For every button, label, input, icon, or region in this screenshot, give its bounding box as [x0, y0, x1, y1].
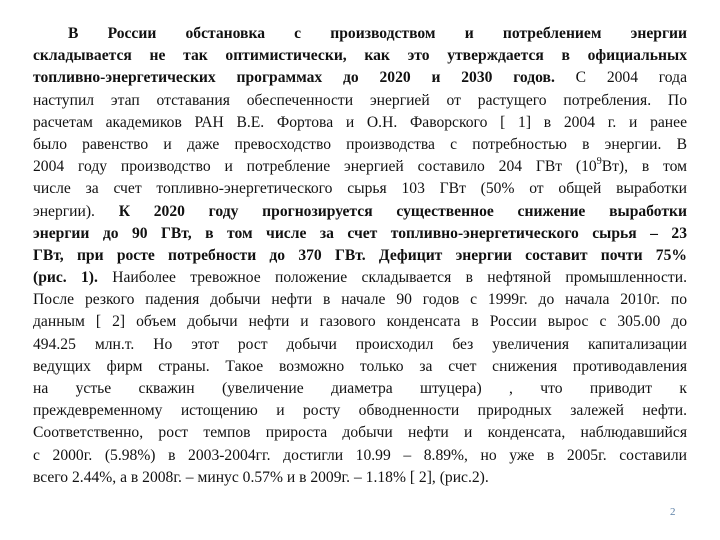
- regular-text: энергии).: [33, 202, 119, 220]
- page-number: 2: [670, 506, 676, 518]
- text-line: данным [ 2] объем добычи нефти и газового конденсата в России вырос с 305.00 до: [33, 313, 687, 331]
- text-line: [33, 267, 687, 289]
- text-line: ГВт, при росте потребности до 370 ГВт. Дефицит энергии составит почти 75%: [33, 246, 687, 264]
- bold-text: В России обстановка с производством и потреблением энергии: [68, 25, 687, 42]
- text-line: было равенство и даже превосходство производства с потребностью в энергии. В: [33, 135, 687, 153]
- text-line: всего 2.44%, а в 2008г. – минус 0.57% и в 2009г. – 1.18% [ 2], (рис.2).: [33, 468, 489, 486]
- text-line: После резкого падения добычи нефти в начале 90 годов с 1999г. до начала 2010г. по: [33, 291, 687, 309]
- text-line: на устье скважин (увеличение диаметра штуцера) , что приводит к: [33, 380, 687, 397]
- regular-text: 2004 году производство и потребление энергией составило 204 ГВт (10: [33, 158, 597, 176]
- text-line: [33, 23, 687, 45]
- text-line: [33, 45, 687, 67]
- regular-text: Вт), в том: [601, 158, 687, 176]
- text-line: 494.25 млн.т. Но этот рост добычи происходил без увеличения капитализации: [33, 335, 687, 353]
- text-line: с 2000г. (5.98%) в 2003-2004гг. достигли 10.99 – 8.89%, но уже в 2005г. составили: [33, 446, 687, 464]
- text-line: [33, 201, 687, 223]
- regular-text: Наиболее тревожное положение складывается в нефтяной промышленности.: [97, 269, 687, 287]
- regular-text: С 2004 года: [554, 69, 688, 87]
- text-line: Соответственно, рост темпов прироста добычи нефти и конденсата, наблюдавшийся: [33, 424, 687, 442]
- body-paragraph: [33, 23, 687, 489]
- text-line: ведущих фирм страны. Такое возможно только за счет снижения противодавления: [33, 357, 687, 375]
- bold-text: (рис. 1).: [33, 269, 98, 287]
- text-line: расчетам академиков РАН В.Е. Фортова и О.Н. Фаворского [ 1] в 2004 г. и ранее: [33, 113, 687, 131]
- superscript: 9: [596, 155, 602, 167]
- text-line: преждевременному истощению и росту обводненности природных залежей нефти.: [33, 402, 687, 420]
- text-line: числе за счет топливно-энергетического сырья 103 ГВт (50% от общей выработки: [33, 180, 687, 198]
- bold-text: складывается не так оптимистически, как это утверждается в официальных: [33, 47, 687, 65]
- bold-text: К 2020 году прогнозируется существенное снижение выработки: [118, 202, 687, 220]
- text-line: энергии до 90 ГВт, в том числе за счет топливно-энергетического сырья – 23: [33, 224, 687, 242]
- text-line: наступил этап отставания обеспеченности энергией от растущего потребления. По: [33, 91, 687, 109]
- text-line: [33, 156, 687, 178]
- bold-text: топливно-энергетических программах до 2020 и 2030 годов.: [33, 69, 555, 87]
- text-line: [33, 67, 687, 89]
